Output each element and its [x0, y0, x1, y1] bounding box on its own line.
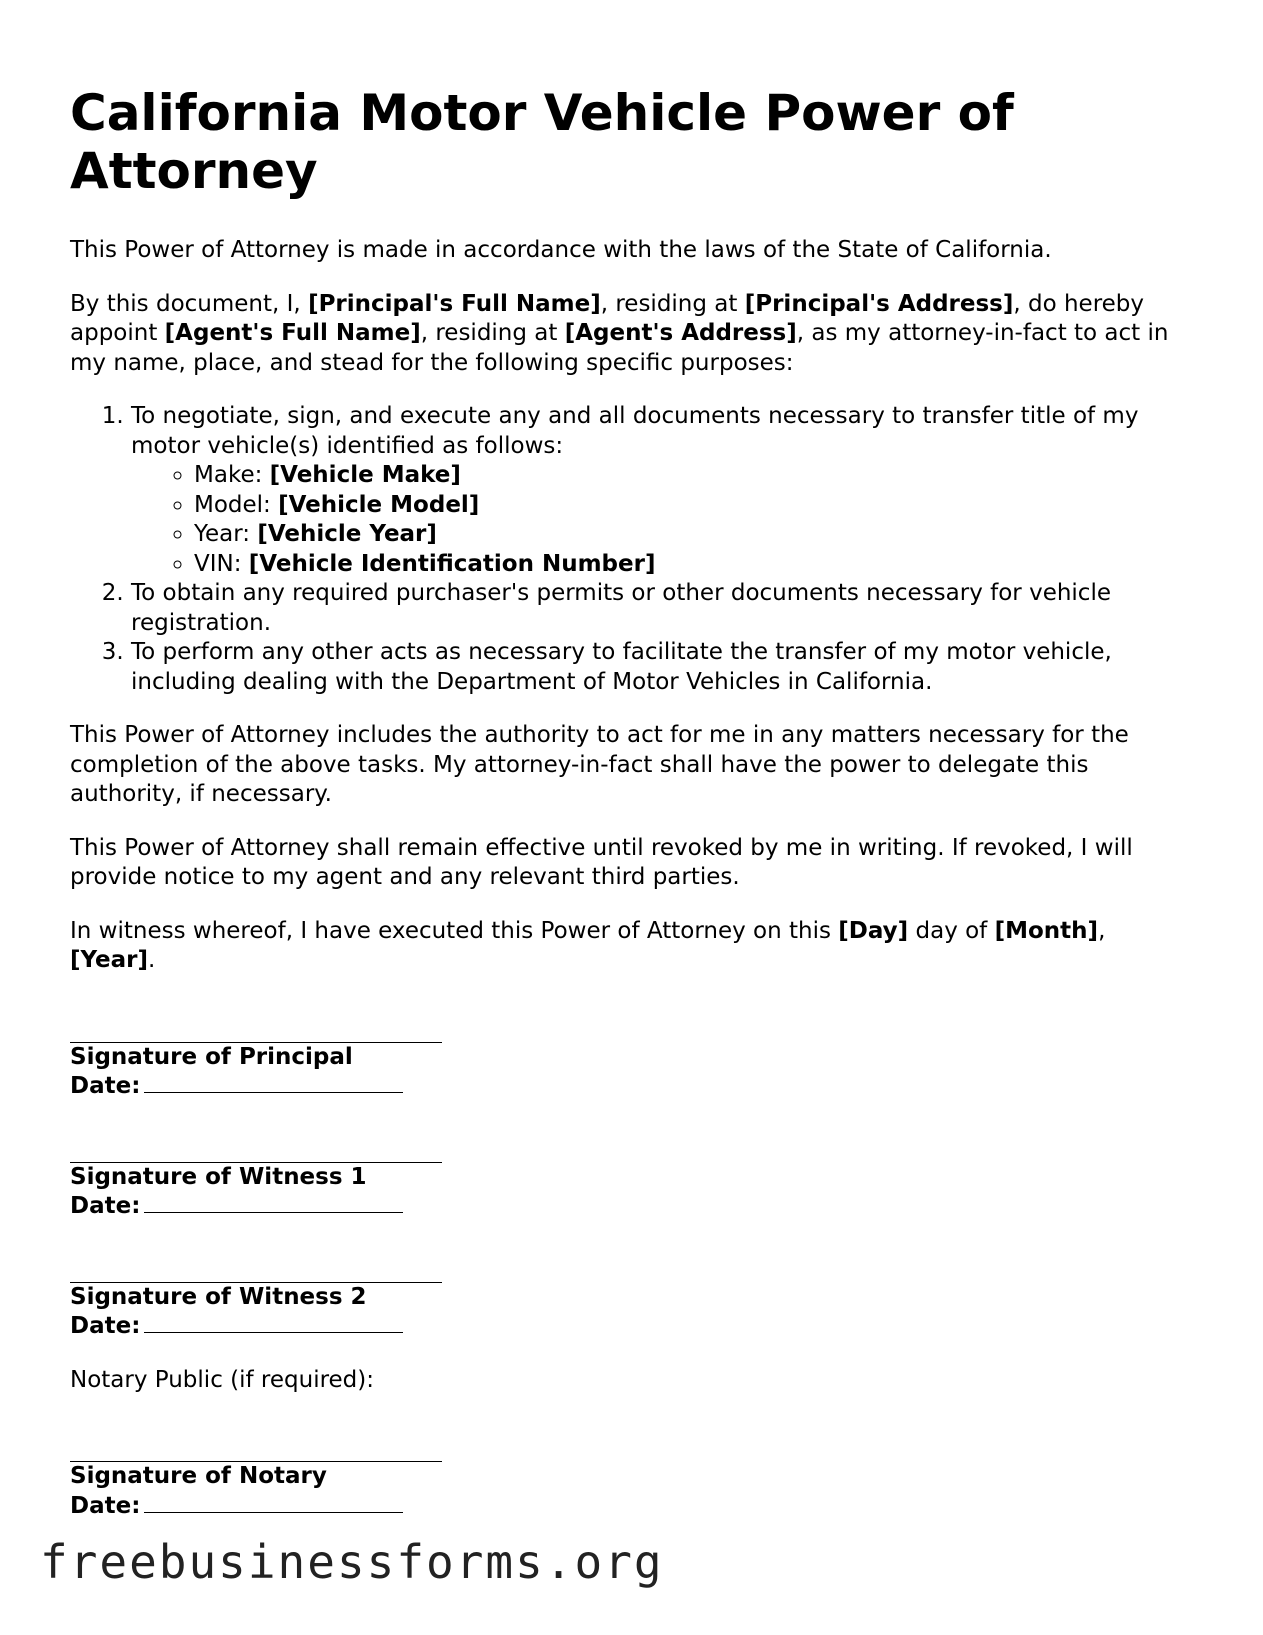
witness1-signature-label: Signature of Witness 1 [70, 1163, 367, 1190]
witness2-signature-block [70, 1268, 1190, 1342]
document-title: California Motor Vehicle Power of Attorney [70, 84, 1014, 200]
date-line[interactable] [144, 1192, 403, 1213]
purpose-item-2: 2. To obtain any required purchaser's permits or other documents necessary for vehicle registration. [131, 579, 1190, 638]
witness2-signature-label: Signature of Witness 2 [70, 1283, 367, 1310]
vehicle-details-list [131, 461, 1190, 579]
signature-line[interactable] [70, 1148, 442, 1163]
principal-signature-block [70, 1028, 1190, 1102]
witness-paragraph: In witness whereof, I have executed this Power of Attorney on this [Day] day of [Month], [Year]. [70, 917, 1106, 973]
principal-address-field: [Principal's Address] [744, 290, 1014, 317]
date-label: Date: [70, 1313, 141, 1339]
notary-public-text: Notary Public (if required): [70, 1366, 375, 1393]
signature-line[interactable] [70, 1268, 442, 1283]
month-field: [Month] [994, 917, 1099, 944]
witness1-signature-block [70, 1148, 1190, 1222]
intro-paragraph: This Power of Attorney is made in accordance with the laws of the State of California. [70, 237, 1052, 263]
vehicle-model: ◦ Model: [Vehicle Model] [194, 491, 1190, 521]
date-label: Date: [70, 1073, 141, 1099]
date-line[interactable] [144, 1312, 403, 1333]
appointment-paragraph: By this document, I, [Principal's Full Name], residing at [Principal's Address], do hereby appoint [Agent's Full Name], residing at [Agent's Address], as my attorney-in-fact to act in my name, place, and stead for the following specific purposes: [70, 290, 1169, 376]
purpose-item-3: 3. To perform any other acts as necessary to facilitate the transfer of my motor vehicle, including dealing with the Department of Motor Vehicles in California. [131, 638, 1190, 697]
notary-signature-label: Signature of Notary [70, 1463, 327, 1489]
date-line[interactable] [144, 1072, 403, 1093]
principal-signature-label: Signature of Principal [70, 1043, 353, 1070]
vehicle-year: ◦ Year: [Vehicle Year] [194, 520, 1190, 550]
effective-paragraph: This Power of Attorney shall remain effective until revoked by me in writing. If revoked, I will provide notice to my agent and any relevant third parties. [70, 834, 1133, 890]
date-label: Date: [70, 1193, 141, 1219]
purpose-item-1: 1. To negotiate, sign, and execute any and all documents necessary to transfer title of my motor vehicle(s) identified as follows: ◦ Make: [Vehicle Make] ◦ Model: [Vehicle Model] ◦ Year: [Vehicle Year] ◦ VIN: [Vehicle Identification Number] [131, 402, 1190, 579]
notary-signature-block [70, 1447, 1190, 1521]
purposes-list [70, 402, 1190, 697]
signature-line[interactable] [70, 1447, 442, 1462]
authority-paragraph: This Power of Attorney includes the authority to act for me in any matters necessary for the completion of the above tasks. My attorney-in-fact shall have the power to delegate this authority, if necessary. [70, 722, 1129, 807]
agent-name-field: [Agent's Full Name] [164, 320, 421, 346]
day-field: [Day] [838, 917, 909, 944]
vehicle-vin: ◦ VIN: [Vehicle Identification Number] [194, 550, 1190, 580]
principal-name-field: [Principal's Full Name] [308, 290, 601, 317]
agent-address-field: [Agent's Address] [564, 320, 797, 346]
year-field: [Year] [70, 947, 149, 973]
document-page [70, 84, 1190, 1521]
date-line[interactable] [144, 1492, 403, 1513]
watermark: freebusinessforms.org [40, 1535, 664, 1589]
signature-line[interactable] [70, 1028, 442, 1043]
vehicle-make: ◦ Make: [Vehicle Make] [194, 461, 1190, 491]
date-label: Date: [70, 1492, 141, 1519]
